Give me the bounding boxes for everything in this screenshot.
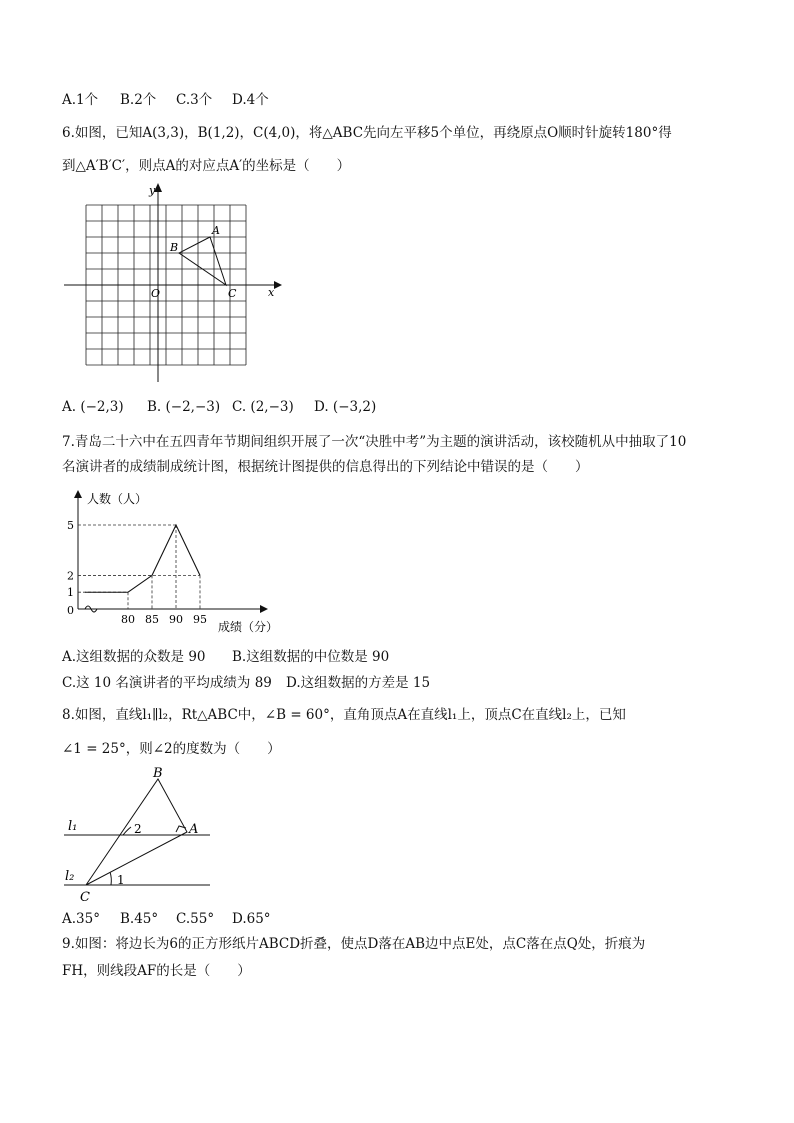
angle-2-label: 2 — [134, 822, 142, 836]
x-tick-label: 80 — [121, 613, 135, 626]
x-tick-label: 90 — [169, 613, 183, 626]
q5-option-a: A.1个 — [62, 92, 99, 108]
q6-coordinate-grid-figure — [60, 180, 290, 385]
point-a-label: A — [212, 224, 220, 237]
chart-ylabel: 人数（人） — [87, 492, 148, 506]
chart-y-axis-arrow-icon — [74, 490, 82, 498]
q8-option-c: C.55° — [176, 911, 215, 927]
x-tick-label: 95 — [193, 613, 207, 626]
q5-option-d: D.4个 — [232, 92, 269, 108]
line-l2-label: l₂ — [65, 869, 75, 884]
y-tick-label: 5 — [67, 519, 74, 532]
chart-xlabel: 成绩（分） — [218, 620, 279, 634]
q7-stem-line2: 名演讲者的成绩制成统计图，根据统计图提供的信息得出的下列结论中错误的是（ ） — [62, 459, 589, 475]
angle-1-arc — [110, 872, 111, 885]
q7-option-b: B.这组数据的中位数是 90 — [232, 649, 390, 665]
q8-option-b: B.45° — [120, 911, 159, 927]
q8-stem-line2: ∠1 = 25°，则∠2的度数为（ ） — [62, 741, 281, 757]
q7-stem-line1: 7.青岛二十六中在五四青年节期间组织开展了一次“决胜中考”为主题的演讲活动，该校随机从中抽取了10 — [62, 434, 687, 450]
q9-stem-line2: FH，则线段AF的长是（ ） — [62, 963, 251, 979]
point-c-label: C — [80, 890, 90, 904]
q6-stem-line1: 6.如图，已知A(3,3)，B(1,2)，C(4,0)，将△ABC先向左平移5个单位，再绕原点O顺时针旋转180°得 — [62, 125, 672, 141]
series-line — [128, 525, 200, 592]
line-l1-label: l₁ — [68, 819, 78, 834]
q6-option-d: D. (−3,2) — [314, 399, 377, 415]
q8-stem-line1: 8.如图，直线l₁∥l₂，Rt△ABC中，∠B = 60°，直角顶点A在直线l₁上，顶点C在直线l₂上，已知 — [62, 707, 626, 723]
q7-option-a: A.这组数据的众数是 90 — [62, 649, 206, 665]
triangle-abc — [179, 237, 226, 285]
y-tick-label: 2 — [67, 569, 74, 583]
angle-1-label: 1 — [117, 873, 125, 887]
q8-option-d: D.65° — [232, 911, 271, 927]
q8-parallel-lines-figure — [60, 762, 220, 904]
q6-option-c: C. (2,−3) — [232, 399, 294, 415]
q5-option-b: B.2个 — [120, 92, 157, 108]
x-tick-label: 85 — [145, 613, 159, 626]
point-c-label: C — [228, 287, 237, 300]
q7-option-c: C.这 10 名演讲者的平均成绩为 89 — [62, 675, 272, 691]
point-a-label: A — [189, 822, 199, 837]
x-axis-arrow-icon — [274, 281, 282, 289]
q6-option-a: A. (−2,3) — [62, 399, 124, 415]
x-axis-label: x — [268, 286, 275, 299]
chart-x-axis-arrow-icon — [260, 605, 268, 613]
q7-line-chart — [55, 485, 295, 640]
q7-option-d: D.这组数据的方差是 15 — [286, 675, 431, 691]
y-tick-label: 1 — [67, 586, 74, 600]
point-b-label: B — [170, 241, 179, 254]
q8-option-a: A.35° — [62, 911, 100, 927]
q5-option-c: C.3个 — [176, 92, 213, 108]
point-b-label: B — [153, 766, 163, 781]
q6-option-b: B. (−2,−3) — [147, 399, 221, 415]
y-axis-label: y — [149, 184, 156, 197]
q9-stem-line1: 9.如图：将边长为6的正方形纸片ABCD折叠，使点D落在AB边中点E处，点C落在点Q处，折痕为 — [62, 936, 646, 952]
y-tick-label: 0 — [67, 604, 74, 617]
q6-stem-line2: 到△A′B′C′，则点A的对应点A′的坐标是（ ） — [62, 158, 351, 174]
origin-label: O — [151, 287, 161, 300]
